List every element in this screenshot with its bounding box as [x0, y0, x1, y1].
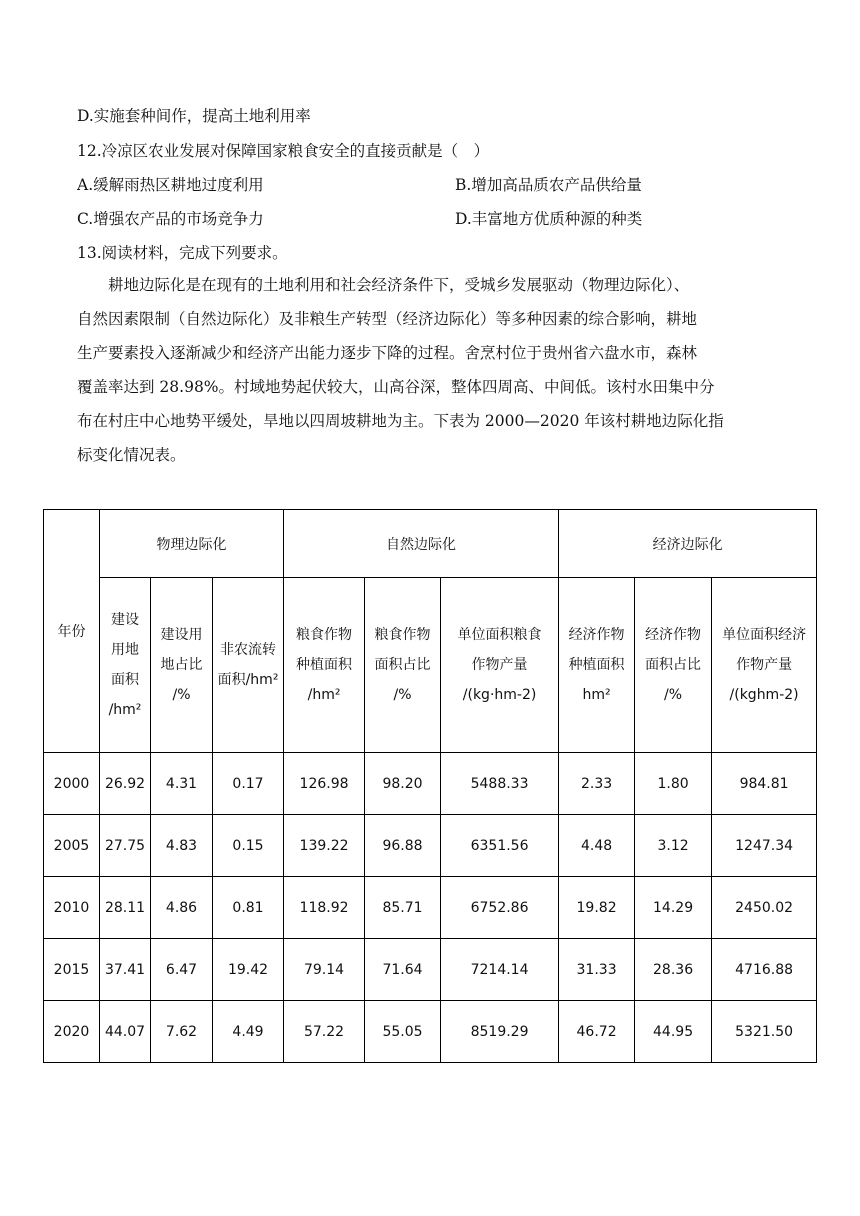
- table-column-header-row: [44, 578, 817, 753]
- table-cell: 79.14: [284, 939, 365, 1001]
- column-header-line: 地占比: [160, 657, 203, 673]
- table-cell: 984.81: [712, 753, 817, 815]
- table-cell: 6.47: [151, 939, 213, 1001]
- column-header-line: 单位面积粮食: [457, 627, 542, 643]
- table-cell: 4.31: [151, 753, 213, 815]
- group-economic: 经济边际化: [559, 510, 817, 578]
- table-cell: 3.12: [635, 815, 712, 877]
- q12-option-a[interactable]: A.缓解雨热区耕地过度利用: [77, 176, 264, 194]
- table-row: [44, 815, 817, 877]
- column-header-line: /%: [393, 687, 412, 703]
- column-header: [441, 578, 559, 753]
- paragraph-line: 标变化情况表。: [77, 446, 186, 464]
- column-header-line: /hm²: [307, 687, 341, 703]
- table-cell: 44.07: [100, 1001, 151, 1063]
- table-cell: 55.05: [365, 1001, 441, 1063]
- table-cell: 26.92: [100, 753, 151, 815]
- table-cell: 71.64: [365, 939, 441, 1001]
- column-header-line: 作物产量: [471, 657, 528, 673]
- year-header: 年份: [44, 510, 100, 753]
- table-cell: 2450.02: [712, 877, 817, 939]
- table-cell: 14.29: [635, 877, 712, 939]
- table-cell: 5488.33: [441, 753, 559, 815]
- table-cell: 31.33: [559, 939, 635, 1001]
- table-cell: 139.22: [284, 815, 365, 877]
- group-natural: 自然边际化: [284, 510, 559, 578]
- table-cell: 4.48: [559, 815, 635, 877]
- column-header-line: 作物产量: [736, 657, 793, 673]
- group-physical: 物理边际化: [100, 510, 284, 578]
- table-cell: 96.88: [365, 815, 441, 877]
- table-cell: 98.20: [365, 753, 441, 815]
- table-row: [44, 939, 817, 1001]
- column-header-line: /(kg·hm-2): [462, 687, 537, 703]
- q12-options-row-1: [77, 173, 642, 195]
- table-cell: 4716.88: [712, 939, 817, 1001]
- table-cell: 0.17: [213, 753, 284, 815]
- table-cell: 28.11: [100, 877, 151, 939]
- column-header-line: 建设: [111, 612, 139, 628]
- column-header: [559, 578, 635, 753]
- table-cell: 4.49: [213, 1001, 284, 1063]
- table-cell: 126.98: [284, 753, 365, 815]
- column-header-line: /%: [664, 687, 683, 703]
- paragraph-line: 覆盖率达到 28.98%。村域地势起伏较大，山高谷深，整体四周高、中间低。该村水田集中分: [77, 378, 715, 396]
- table-cell: 4.83: [151, 815, 213, 877]
- column-header: [284, 578, 365, 753]
- column-header-line: 粮食作物: [296, 627, 353, 643]
- column-header-line: 经济作物: [645, 627, 702, 643]
- year-cell: 2020: [44, 1001, 100, 1063]
- column-header: [100, 578, 151, 753]
- table-cell: 19.42: [213, 939, 284, 1001]
- q12-option-c[interactable]: C.增强农产品的市场竞争力: [77, 210, 264, 228]
- paragraph-line: 布在村庄中心地势平缓处，旱地以四周坡耕地为主。下表为 2000—2020 年该村耕地边际化指: [77, 412, 724, 430]
- table-cell: 57.22: [284, 1001, 365, 1063]
- year-cell: 2010: [44, 877, 100, 939]
- table-row: [44, 753, 817, 815]
- table-cell: 1.80: [635, 753, 712, 815]
- column-header-line: 面积/hm²: [217, 672, 279, 688]
- question-12: 12.冷凉区农业发展对保障国家粮食安全的直接贡献是（ ）: [77, 142, 490, 160]
- column-header: [365, 578, 441, 753]
- column-header-line: 粮食作物: [374, 627, 431, 643]
- year-cell: 2015: [44, 939, 100, 1001]
- column-header-line: 建设用: [160, 627, 203, 643]
- table-cell: 1247.34: [712, 815, 817, 877]
- column-header-line: /hm²: [108, 702, 142, 718]
- material-paragraph: [77, 268, 782, 472]
- q12-option-d[interactable]: D.丰富地方优质种源的种类: [455, 210, 643, 228]
- column-header: [712, 578, 817, 753]
- table-cell: 46.72: [559, 1001, 635, 1063]
- column-header-line: 面积: [111, 672, 139, 688]
- table-cell: 19.82: [559, 877, 635, 939]
- table-cell: 7.62: [151, 1001, 213, 1063]
- table-cell: 0.81: [213, 877, 284, 939]
- table-cell: 118.92: [284, 877, 365, 939]
- table-cell: 6351.56: [441, 815, 559, 877]
- table-cell: 5321.50: [712, 1001, 817, 1063]
- q12-options-row-2: [77, 207, 643, 229]
- question-13: 13.阅读材料，完成下列要求。: [77, 244, 288, 262]
- table-cell: 85.71: [365, 877, 441, 939]
- year-cell: 2005: [44, 815, 100, 877]
- column-header-line: 面积占比: [645, 657, 702, 673]
- column-header: [151, 578, 213, 753]
- table-cell: 27.75: [100, 815, 151, 877]
- column-header-line: hm²: [582, 687, 611, 703]
- column-header-line: 非农流转: [220, 642, 277, 658]
- column-header-line: 面积占比: [374, 657, 431, 673]
- table-cell: 8519.29: [441, 1001, 559, 1063]
- table-cell: 37.41: [100, 939, 151, 1001]
- table-cell: 44.95: [635, 1001, 712, 1063]
- column-header-line: 经济作物: [568, 627, 625, 643]
- table-cell: 7214.14: [441, 939, 559, 1001]
- column-header: [635, 578, 712, 753]
- marginalization-table: [43, 509, 817, 1063]
- table-group-header-row: [44, 510, 817, 578]
- column-header-line: 用地: [111, 642, 139, 658]
- column-header-line: /%: [172, 687, 191, 703]
- table-row: [44, 1001, 817, 1063]
- table-cell: 28.36: [635, 939, 712, 1001]
- table-cell: 6752.86: [441, 877, 559, 939]
- column-header-line: /(kghm-2): [729, 687, 799, 703]
- table-cell: 0.15: [213, 815, 284, 877]
- paragraph-line: 自然因素限制（自然边际化）及非粮生产转型（经济边际化）等多种因素的综合影响，耕地: [77, 310, 698, 328]
- column-header-line: 种植面积: [296, 657, 353, 673]
- q12-option-b[interactable]: B.增加高品质农产品供给量: [455, 176, 642, 194]
- column-header: [213, 578, 284, 753]
- paragraph-line: 生产要素投入逐渐减少和经济产出能力逐步下降的过程。舍烹村位于贵州省六盘水市，森林: [77, 344, 698, 362]
- table-cell: 2.33: [559, 753, 635, 815]
- table-body: [44, 753, 817, 1063]
- option-d-previous: D.实施套种间作，提高土地利用率: [77, 107, 311, 125]
- table-row: [44, 877, 817, 939]
- table-cell: 4.86: [151, 877, 213, 939]
- column-header-line: 种植面积: [568, 657, 625, 673]
- year-cell: 2000: [44, 753, 100, 815]
- paragraph-line: 耕地边际化是在现有的土地利用和社会经济条件下，受城乡发展驱动（物理边际化）、: [77, 276, 690, 294]
- column-header-line: 单位面积经济: [722, 627, 807, 643]
